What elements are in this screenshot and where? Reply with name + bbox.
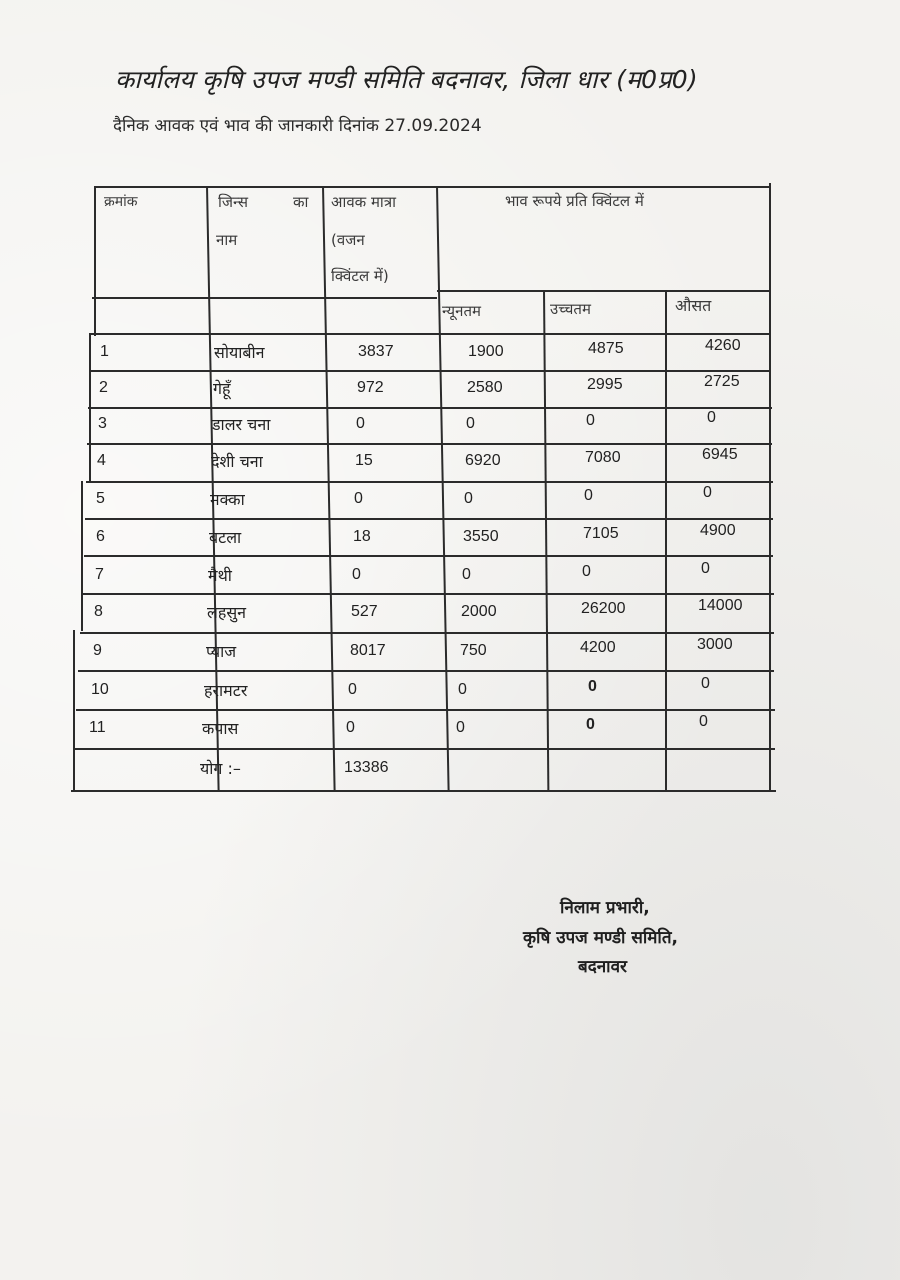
signature-committee: कृषि उपज मण्डी समिति, — [523, 928, 678, 948]
row-min-price: 1900 — [468, 343, 504, 360]
row-arrival: 15 — [355, 452, 373, 469]
row-avg-price: 14000 — [698, 597, 743, 614]
table-col-divider — [436, 186, 449, 790]
row-avg-price: 3000 — [697, 636, 733, 653]
row-commodity: मैथी — [208, 566, 232, 585]
table-rule-header-bottom — [92, 297, 437, 299]
row-max-price: 2995 — [587, 376, 623, 393]
row-arrival: 3837 — [358, 343, 394, 360]
row-commodity: कपास — [202, 719, 239, 738]
row-arrival: 0 — [346, 719, 355, 736]
header-commodity-ka: का — [293, 193, 309, 211]
signature-designation: निलाम प्रभारी, — [560, 898, 650, 918]
header-commodity: जिन्स — [218, 193, 248, 211]
row-min-price: 0 — [456, 719, 465, 736]
row-serial: 7 — [95, 566, 104, 583]
row-serial: 10 — [91, 681, 109, 698]
table-border-left — [73, 630, 75, 791]
row-max-price: 0 — [586, 412, 595, 429]
row-arrival: 18 — [353, 528, 371, 545]
row-serial: 3 — [98, 415, 107, 432]
row-commodity: लहसुन — [207, 603, 247, 622]
row-max-price: 26200 — [581, 600, 626, 617]
row-min-price: 3550 — [463, 528, 499, 545]
row-commodity: हरामटर — [204, 681, 248, 700]
table-border-left — [94, 186, 96, 336]
table-rule — [74, 748, 775, 750]
row-commodity: सोयाबीन — [214, 343, 265, 362]
row-avg-price: 0 — [701, 560, 710, 577]
row-min-price: 0 — [458, 681, 467, 698]
row-arrival: 8017 — [350, 642, 386, 659]
row-avg-price: 6945 — [702, 446, 738, 463]
row-commodity: बटला — [209, 528, 242, 547]
row-max-price: 7105 — [583, 525, 619, 542]
header-avg: औसत — [675, 296, 712, 315]
header-arrival: आवक मात्रा — [331, 193, 396, 211]
signature-place: बदनावर — [578, 957, 627, 977]
table-rule — [88, 407, 772, 409]
row-avg-price: 0 — [701, 675, 710, 692]
table-rule — [87, 443, 772, 445]
row-max-price: 4875 — [588, 340, 624, 357]
header-arrival-weight: (वजन — [331, 231, 365, 249]
row-avg-price: 2725 — [704, 373, 740, 390]
row-min-price: 0 — [462, 566, 471, 583]
row-avg-price: 0 — [707, 409, 716, 426]
table-border-right — [769, 183, 771, 792]
table-col-divider — [543, 290, 549, 790]
row-arrival: 972 — [357, 379, 384, 396]
header-max: उच्चतम — [550, 300, 591, 318]
table-border-left — [89, 333, 91, 483]
row-max-price: 4200 — [580, 639, 616, 656]
row-max-price: 0 — [588, 678, 597, 695]
row-min-price: 6920 — [465, 452, 501, 469]
row-min-price: 2580 — [467, 379, 503, 396]
row-commodity: मक्का — [210, 490, 245, 509]
header-min: न्यूनतम — [442, 302, 481, 320]
table-rule — [86, 481, 773, 483]
row-serial: 6 — [96, 528, 105, 545]
row-commodity: डालर चना — [212, 415, 271, 434]
row-serial: 8 — [94, 603, 103, 620]
row-serial: 1 — [100, 343, 109, 360]
row-max-price: 0 — [584, 487, 593, 504]
office-title: कार्यालय कृषि उपज मण्डी समिति बदनावर, जिला धार (म0प्र0) — [115, 65, 698, 94]
row-arrival: 0 — [352, 566, 361, 583]
row-min-price: 750 — [460, 642, 487, 659]
row-min-price: 2000 — [461, 603, 497, 620]
table-rule — [78, 670, 774, 672]
header-serial: क्रमांक — [104, 194, 138, 210]
row-serial: 4 — [97, 452, 106, 469]
row-max-price: 0 — [586, 716, 595, 733]
row-serial: 9 — [93, 642, 102, 659]
row-max-price: 0 — [582, 563, 591, 580]
table-rule — [84, 555, 773, 557]
row-min-price: 0 — [464, 490, 473, 507]
table-border-top — [95, 186, 770, 188]
table-border-left — [81, 481, 83, 631]
row-avg-price: 0 — [699, 713, 708, 730]
table-rule — [82, 593, 774, 595]
row-commodity: गेहूँ — [213, 379, 231, 398]
table-col-divider — [665, 290, 667, 790]
row-arrival: 0 — [354, 490, 363, 507]
row-min-price: 0 — [466, 415, 475, 432]
row-avg-price: 0 — [703, 484, 712, 501]
header-commodity-name: नाम — [216, 231, 238, 249]
total-arrival: 13386 — [344, 759, 389, 776]
table-rule-header-split — [437, 290, 770, 292]
header-arrival-unit: क्विंटल में) — [331, 267, 389, 285]
row-avg-price: 4900 — [700, 522, 736, 539]
header-price-group: भाव रूपये प्रति क्विंटल में — [505, 192, 644, 210]
row-serial: 5 — [96, 490, 105, 507]
row-commodity: देशी चना — [211, 452, 263, 471]
table-rule — [90, 333, 770, 335]
row-arrival: 527 — [351, 603, 378, 620]
table-rule — [85, 518, 773, 520]
row-arrival: 0 — [348, 681, 357, 698]
total-label: योग :– — [200, 759, 241, 778]
table-border-bottom — [71, 790, 776, 792]
table-rule — [89, 370, 771, 372]
row-serial: 11 — [89, 719, 106, 736]
row-commodity: प्याज — [206, 642, 237, 661]
report-subtitle: दैनिक आवक एवं भाव की जानकारी दिनांक 27.09.2024 — [113, 116, 482, 136]
table-rule — [80, 632, 774, 634]
row-arrival: 0 — [356, 415, 365, 432]
table-rule — [76, 709, 775, 711]
row-serial: 2 — [99, 379, 108, 396]
row-max-price: 7080 — [585, 449, 621, 466]
row-avg-price: 4260 — [705, 337, 741, 354]
